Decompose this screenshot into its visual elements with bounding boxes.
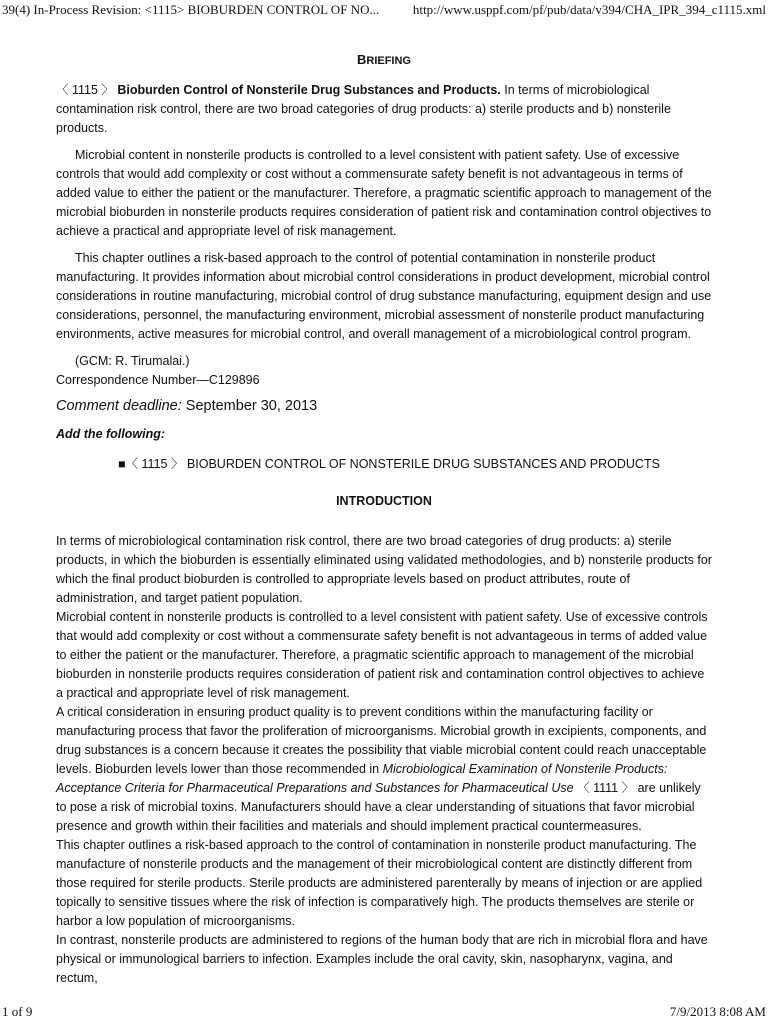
- briefing-paragraph-3: This chapter outlines a risk-based approach to the control of potential contamination in nonsterile product manufacturing. It provides information about microbial control considerations in product development, microbial control considerations in routine manufacturing, microbial control of drug substance manufacturing, equipment design and use considerations, personnel, the manufacturing environment, microbial assessment of nonsterile product manufacturing environments, active measures for microbial control, and overall management of a microbiological control program.: [56, 251, 712, 341]
- chapter-title-text: BIOBURDEN CONTROL OF NONSTERILE DRUG SUBSTANCES AND PRODUCTS: [186, 457, 660, 471]
- print-timestamp: 7/9/2013 8:08 AM: [669, 1004, 766, 1019]
- briefing-gcm: (GCM: R. Tirumalai.): [75, 354, 190, 368]
- add-following-label: Add the following:: [56, 427, 166, 441]
- print-header: [0, 0, 768, 20]
- intro-paragraph-3-start: A critical consideration in ensuring product quality is to prevent conditions within the manufacturing facility or manufacturing process that favor the proliferation of microorganisms. Microbial growth in excipients, components, and drug substances is a concern because it creates the possibility that viable microbial content could reach unacceptable levels. Bioburden levels lower than those recommended in: [56, 705, 707, 776]
- briefing-paragraph-2: Microbial content in nonsterile products is controlled to a level consistent with patient safety. Use of excessive controls that would add complexity or cost without a commensurate safety benefit is not advantageous in terms of added value to either the patient or the manufacturer. Therefore, a pragmatic scientific approach to management of the microbial bioburden in nonsterile products requires consideration of patient risk and contamination control objectives to achieve a practical and appropriate level of risk management.: [56, 148, 712, 238]
- chapter-title: [118, 455, 712, 474]
- briefing-heading: [56, 52, 712, 69]
- print-header-url: http://www.usppf.com/pf/pub/data/v394/CHA_IPR_394_c1115.xml: [412, 2, 766, 17]
- intro-paragraph-3: [56, 703, 712, 836]
- document-body: [56, 52, 712, 988]
- chapter-marker: ■〈 1115 〉: [118, 457, 184, 471]
- briefing-correspondence: Correspondence Number—C129896: [56, 373, 260, 387]
- intro-paragraph-3-reference-number: 〈 1111 〉: [577, 781, 635, 795]
- comment-deadline-value: September 30, 2013: [185, 398, 318, 414]
- briefing-chapter-title: Bioburden Control of Nonsterile Drug Substances and Products.: [117, 83, 501, 97]
- intro-paragraph-2: Microbial content in nonsterile products is controlled to a level consistent with patient safety. Use of excessive controls that would add complexity or cost without a commensurate safety benefit is not advantageous in terms of added value to either the patient or the manufacturer. Therefore, a pragmatic scientific approach to management of the microbial bioburden in nonsterile products requires consideration of patient risk and contamination control objectives to achieve a practical and appropriate level of risk management.: [56, 610, 708, 700]
- intro-paragraph-1: In terms of microbiological contamination risk control, there are two broad categories of drug products: a) sterile products, in which the bioburden is essentially eliminated using validated methodologies, and b) nonsterile products for which the final product bioburden is controlled to appropriate levels based on product attributes, route of administration, and target patient population.: [56, 534, 712, 605]
- briefing-paragraph-1-text: In terms of microbiological contamination risk control, there are two broad categories of drug products: a) sterile products and b) nonsterile products.: [56, 83, 671, 135]
- page-number: 1 of 9: [2, 1004, 33, 1019]
- comment-deadline-label: Comment deadline:: [56, 398, 182, 414]
- intro-paragraph-4: This chapter outlines a risk-based approach to the control of contamination in nonsterile product manufacturing. The manufacture of nonsterile products and the management of their microbiological content are distinctly different from those required for sterile products. Sterile products are administered parenterally by means of injection or are applied topically to sensitive tissues where the risk of infection is comparatively high. The products themselves are sterile or harbor a low population of microorganisms.: [56, 838, 703, 928]
- intro-paragraph-3-reference: Microbiological Examination of Nonsterile Products: Acceptance Criteria for Pharmaceutical Preparations and Substances for Pharmaceutical Use: [56, 762, 668, 795]
- briefing-heading-rest: RIEFING: [366, 55, 411, 67]
- introduction-heading: INTRODUCTION: [336, 494, 432, 508]
- comment-deadline: [56, 396, 712, 416]
- briefing-chapter-ref: 〈 1115 〉: [56, 83, 114, 97]
- intro-paragraph-5: In contrast, nonsterile products are administered to regions of the human body that are rich in microbial flora and have physical or immunological barriers to infection. Examples include the oral cavity, skin, nasopharynx, vagina, and rectum,: [56, 933, 708, 985]
- briefing-paragraph-1: [56, 81, 712, 138]
- print-footer: [0, 1004, 768, 1024]
- print-header-title: 39(4) In-Process Revision: <1115> BIOBURDEN CONTROL OF NO...: [2, 2, 380, 17]
- intro-paragraph-3-end: are unlikely to pose a risk of microbial toxins. Manufacturers should have a clear understanding of situations that favor microbial presence and growth within their facilities and materials and should implement practical countermeasures.: [56, 781, 701, 833]
- briefing-heading-initial: B: [356, 52, 367, 67]
